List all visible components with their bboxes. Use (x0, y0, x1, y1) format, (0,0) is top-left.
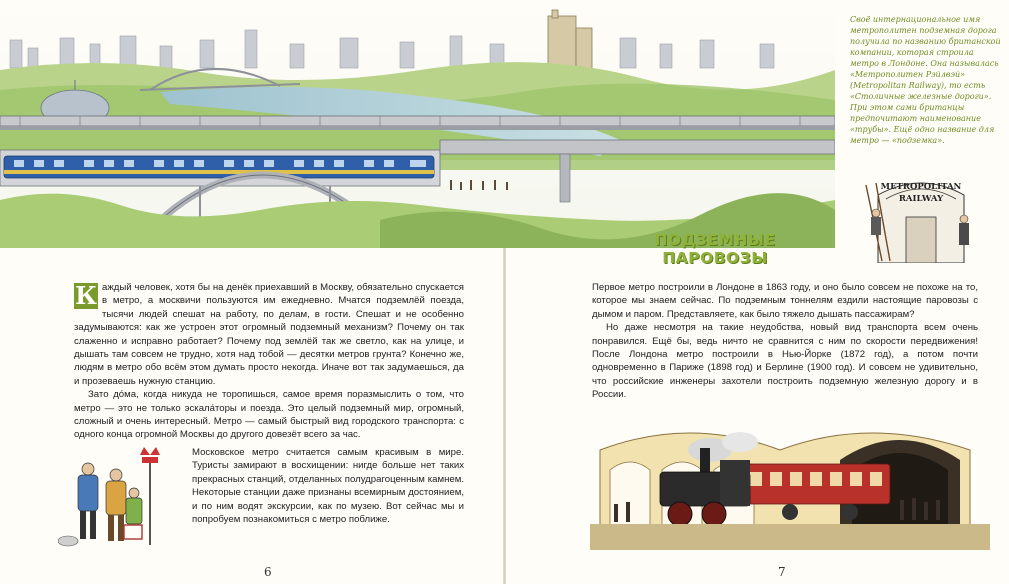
headline-line-2: ПАРОВОЗЫ (662, 249, 768, 267)
left-paragraph-2: Зато до́ма, когда никуда не торопишься, самое время поразмыслить о том, что метро — это не только эскала́торы и поезда. Это целый подземный мир, огромный, сложный и очень интересный. Метро — самый быстрый вид городского транспорта: с одного конца огромной Москвы до другого довезёт всего за час. (74, 389, 464, 441)
left-intro-text (74, 281, 464, 442)
left-paragraph-3-block (192, 446, 464, 526)
page-number-right: 7 (778, 565, 786, 579)
right-paragraph-2: Но даже несмотря на такие неудобства, новый вид транспорта всем очень понравился. Ещё бы, ведь ничто не сравнится с ним по скорости передвижения! После Лондона метро построили в Нью-Йорке (1872 год), а потом почти одновременно в Париже (1898 год) и Берлине (1900 год). И совсем не удивительно, что российские инженеры захотели построить подземную железную дорогу и в России. (592, 322, 978, 401)
left-paragraph-1 (74, 281, 464, 388)
page-number-left: 6 (264, 565, 272, 579)
left-paragraph-3: Московское метро считается самым красивым в мире. Туристы замирают в восхищении: нигде больше нет таких прекрасных станций, отделанных полудрагоценным камнем. Некоторые станции даже признаны всемирным достоянием, и по ним водят экскурсии, как по музею. Вот сейчас мы и попробуем познакомиться с метро поближе. (192, 447, 464, 526)
left-paragraph-1-text: аждый человек, хотя бы на денёк приехавший в Москву, обязательно спускается в метро, а москвичи пользуются им ежедневно. Мчатся подземлёй поезда, тысячи людей спешат на работу, по делам, в гости. Спешат и не особенно задумываются: как же устроен этот огромный подземный механизм? Почему он так слаженно и исправно работает? Почему под землёй так же светло, как на улице, и дышать там совсем не трудно, хотя над тобой — десятки метров грунта? Конечно же, людям в метро обо всём этом думать просто некогда. Иначе вот так задумаешься, да и прозеваешь нужную станцию. (74, 282, 464, 387)
sign-text-line2: RAILWAY (898, 194, 944, 204)
people-metro-sign-illustration (58, 445, 186, 555)
metropolitan-railway-sign-illustration (860, 165, 982, 263)
section-headline (640, 231, 790, 267)
right-body-text (592, 281, 978, 402)
steam-locomotive-station-illustration (590, 420, 990, 550)
moscow-bridge-illustration (0, 0, 835, 248)
headline-line-1: ПОДЗЕМНЫЕ (654, 231, 776, 249)
blue-metro-train (4, 156, 434, 178)
dropcap-letter: К (75, 281, 97, 310)
red-carriages (740, 464, 890, 504)
sign-text-line1: METROPOLITAN (880, 182, 962, 192)
sidebar-caption: Своё интернациональное имя метрополитен подземная дорога получила по названию британской компании, которая строила метро в Лондоне. Она называлась «Метрополитен Рэйлвэй» (Metropolitan Railway), то есть «Столичные железные дороги». При этом сами британцы предпочитают наименование «трубы». Ещё одно название для метро — «подземка». (850, 15, 1001, 145)
right-paragraph-1: Первое метро построили в Лондоне в 1863 году, и оно было совсем не похоже на то, которое мы знаем сейчас. По подземным тоннелям ездили настоящие паровозы с дымом и паром. Представляете, как было тяжело дышать пассажирам? (592, 282, 978, 320)
